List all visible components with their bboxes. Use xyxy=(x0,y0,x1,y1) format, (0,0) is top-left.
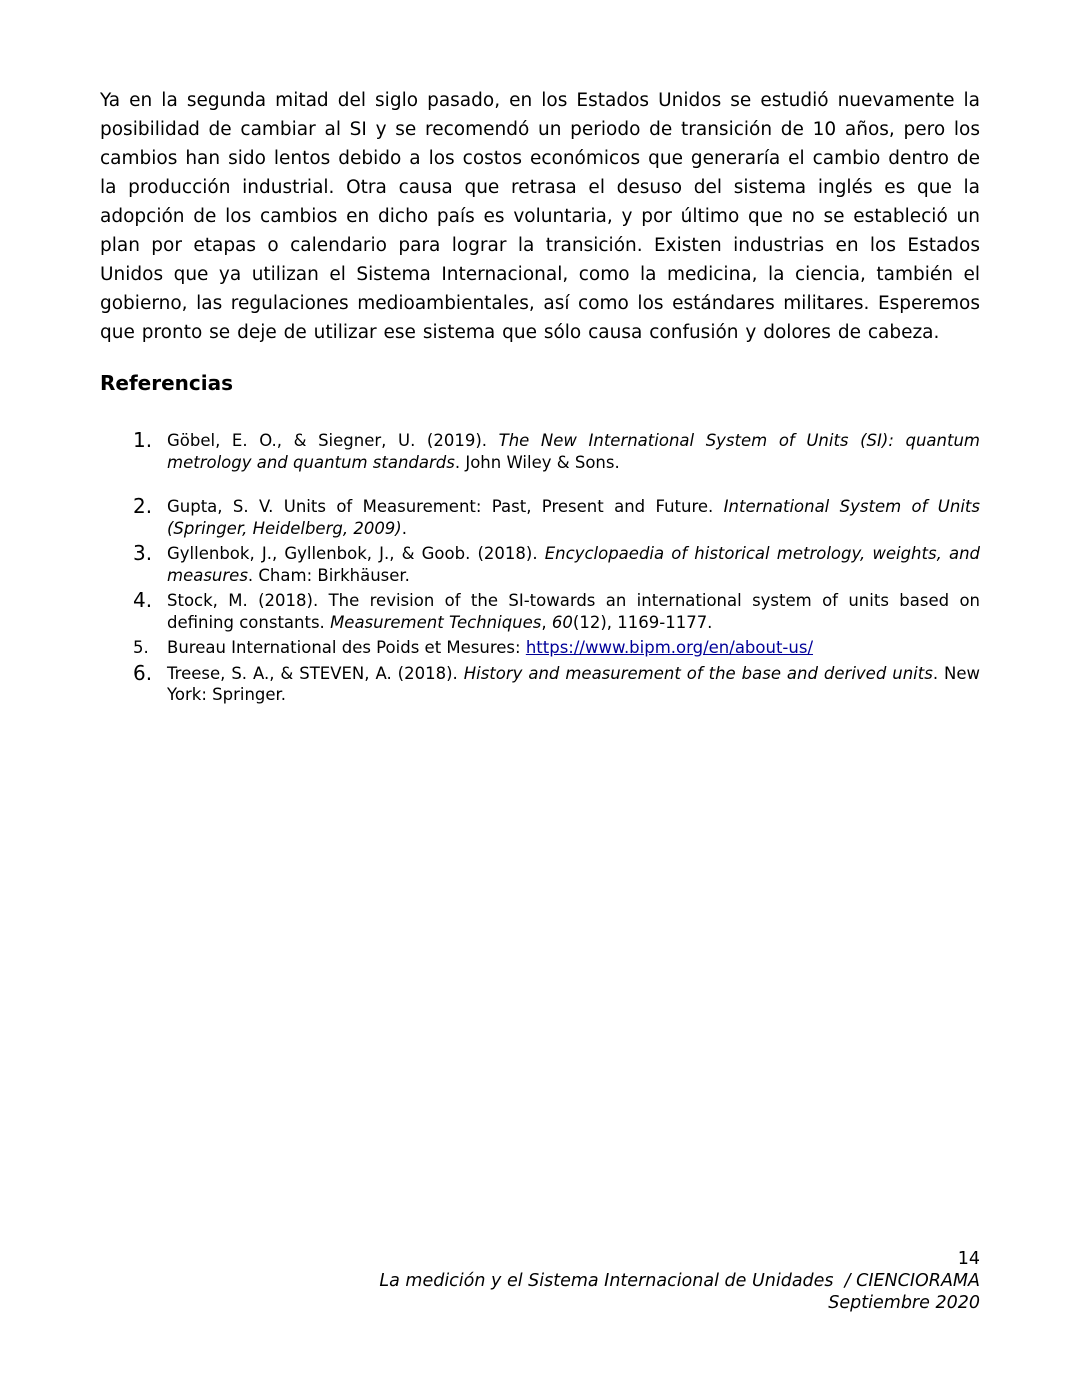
reference-item xyxy=(100,660,980,706)
reference-number: 2. xyxy=(133,494,153,518)
reference-item xyxy=(100,496,980,539)
reference-segment: Measurement Techniques xyxy=(330,612,542,632)
reference-number: 1. xyxy=(133,428,153,452)
reference-item xyxy=(100,430,980,473)
reference-link[interactable]: https://www.bipm.org/en/about-us/ xyxy=(525,638,813,657)
reference-item xyxy=(100,543,980,586)
references-heading: Referencias xyxy=(100,371,234,395)
reference-segment: International System of Units (Springer, Heidelberg, 2009) xyxy=(167,497,980,538)
reference-item xyxy=(100,637,980,659)
reference-number: 6. xyxy=(133,660,153,685)
reference-segment: Gyllenbok, J., Gyllenbok, J., & Goob. (2018). xyxy=(167,544,545,563)
reference-text xyxy=(167,638,813,657)
reference-number: 5. xyxy=(133,638,149,657)
body-paragraph: Ya en la segunda mitad del siglo pasado, en los Estados Unidos se estudió nuevamente la posibilidad de cambiar al SI y se recomendó un periodo de transición de 10 años, pero los cambios han sido lentos debido a los costos económicos que generaría el cambio dentro de la producción industrial. Otra causa que retrasa el desuso del sistema inglés es que la adopción de los cambios en dicho país es voluntaria, y por último que no se estableció un plan por etapas o calendario para lograr la transición. Existen industrias en los Estados Unidos que ya utilizan el Sistema Internacional, como la medicina, la ciencia, también el gobierno, las regulaciones medioambientales, así como los estándares militares. Esperemos que pronto se deje de utilizar ese sistema que sólo causa confusión y dolores de cabeza. xyxy=(100,90,980,343)
reference-text xyxy=(167,544,980,585)
reference-segment: Encyclopaedia of historical metrology, weights, and measures xyxy=(167,544,980,585)
reference-segment: The New International System of Units (SI): quantum metrology and quantum standards xyxy=(167,431,980,472)
reference-segment: Bureau International des Poids et Mesures: xyxy=(167,638,526,657)
reference-number: 3. xyxy=(133,541,153,565)
page-number: 14 xyxy=(957,1249,980,1269)
reference-text xyxy=(167,591,980,632)
reference-number: 4. xyxy=(133,588,153,612)
reference-segment: , xyxy=(541,612,552,632)
reference-segment: Göbel, E. O., & Siegner, U. (2019). xyxy=(167,431,499,450)
reference-text xyxy=(167,431,980,472)
reference-segment: Treese, S. A., & STEVEN, A. (2018). xyxy=(167,663,464,683)
reference-segment: . xyxy=(401,518,407,538)
reference-segment: Stock, M. (2018). The revision of the SI-towards an international system of units based on defining constants. xyxy=(167,591,980,632)
reference-text xyxy=(167,664,980,705)
reference-segment: Gupta, S. V. Units of Measurement: Past, Present and Future. xyxy=(167,497,724,516)
reference-text xyxy=(167,497,980,538)
reference-segment: (12), 1169-1177. xyxy=(572,612,713,632)
footer-title: La medición y el Sistema Internacional de Unidades / CIENCIORAMA xyxy=(379,1271,980,1291)
footer-date: Septiembre 2020 xyxy=(828,1293,980,1313)
reference-segment: History and measurement of the base and derived units xyxy=(463,663,933,683)
reference-segment: . John Wiley & Sons. xyxy=(454,452,620,472)
references-list xyxy=(100,430,980,706)
reference-segment: . Cham: Birkhäuser. xyxy=(247,565,410,585)
reference-segment: 60 xyxy=(551,612,573,632)
reference-item xyxy=(100,590,980,633)
reference-segment: . New York: Springer. xyxy=(167,663,980,704)
page-footer xyxy=(379,1248,980,1314)
